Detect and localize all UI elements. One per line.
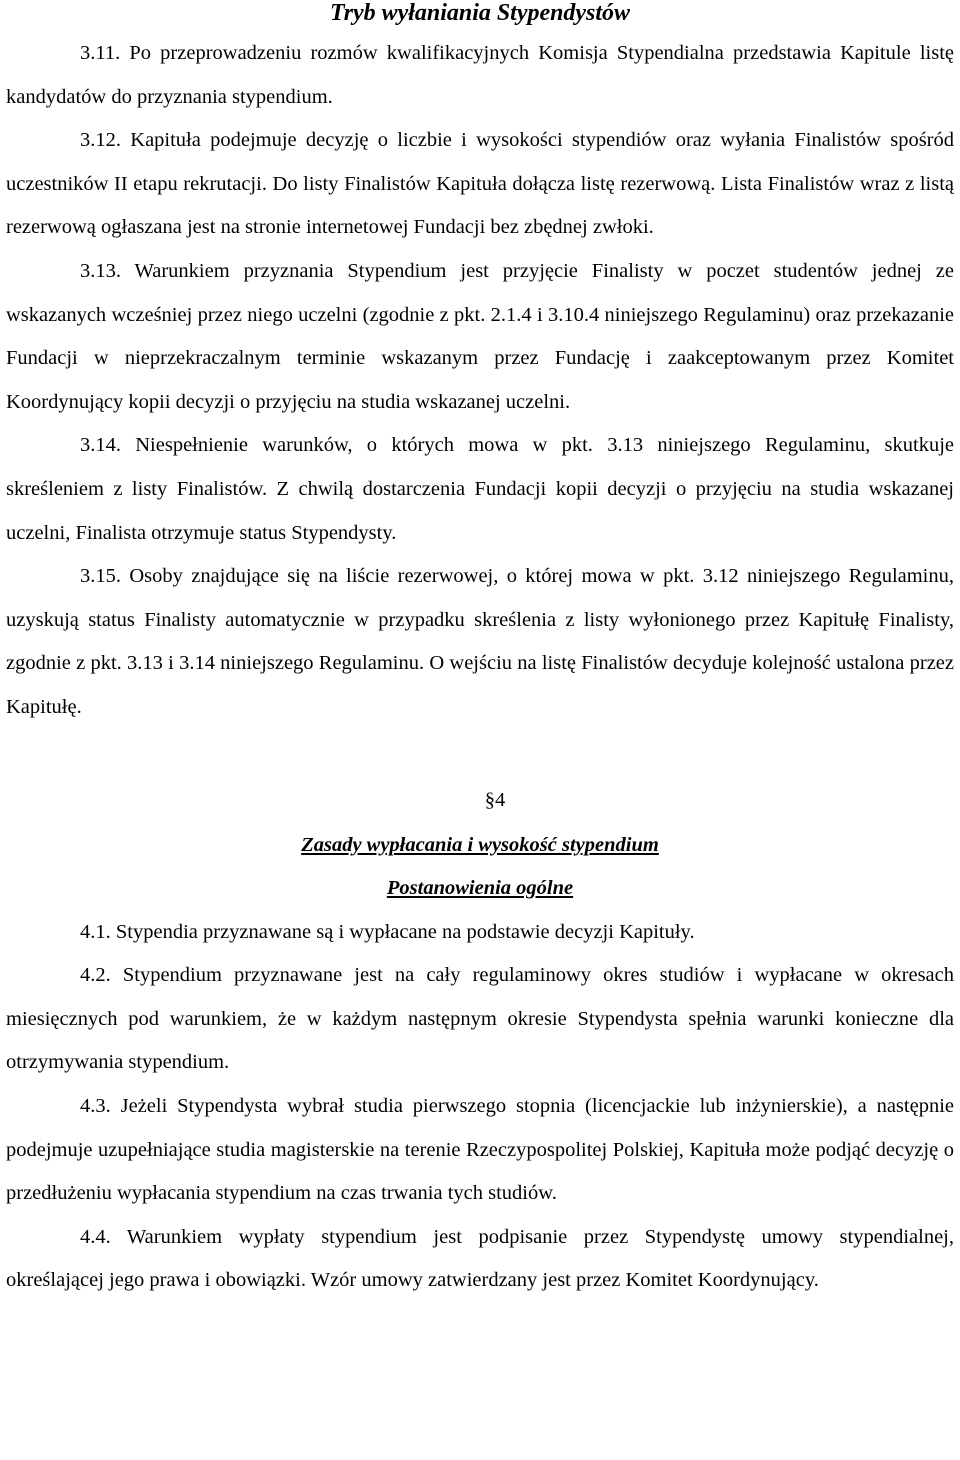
paragraph-4-3: 4.3. Jeżeli Stypendysta wybrał studia pierwszego stopnia (licencjackie lub inżynierskie), a następnie podejmuje uzupełniające studia magisterskie na terenie Rzeczypospolitej Polskiej, Kapituła może podjąć decyzję o przedłużeniu wypłacania stypendium na czas trwania tych studiów. [6,1095,954,1205]
paragraph-4-1: 4.1. Stypendia przyznawane są i wypłacane na podstawie decyzji Kapituły. [80,920,695,943]
section-subtitle: Postanowienia ogólne [386,877,574,900]
paragraph-3-12: 3.12. Kapituła podejmuje decyzję o liczbie i wysokości stypendiów oraz wyłania Finalistów spośród uczestników II etapu rekrutacji. Do listy Finalistów Kapituła dołącza listę rezerwową. Lista Finalistów wraz z listą rezerwową ogłaszana jest na stronie internetowej Fundacji bez zbędnej zwłoki. [6,129,954,239]
document-page [6,0,954,1303]
section-heading-selection-mode: Tryb wyłaniania Stypendystów [329,0,631,26]
paragraph-4-4: 4.4. Warunkiem wypłaty stypendium jest podpisanie przez Stypendystę umowy stypendialnej, określającej jego prawa i obowiązki. Wzór umowy zatwierdzany jest przez Komitet Koordynujący. [6,1225,954,1292]
paragraph-3-14: 3.14. Niespełnienie warunków, o których mowa w pkt. 3.13 niniejszego Regulaminu, skutkuje skreśleniem z listy Finalistów. Z chwilą dostarczenia Fundacji kopii decyzji o przyjęciu na studia wskazanej uczelni, Finalista otrzymuje status Stypendysty. [6,434,954,544]
section-number: §4 [484,788,506,811]
paragraph-3-15: 3.15. Osoby znajdujące się na liście rezerwowej, o której mowa w pkt. 3.12 niniejszego Regulaminu, uzyskują status Finalisty automatycznie w przypadku skreślenia z listy wyłonionego przez Kapitułę Finalisty, zgodnie z pkt. 3.13 i 3.14 niniejszego Regulaminu. O wejściu na listę Finalistów decyduje kolejność ustalona przez Kapitułę. [6,565,954,718]
section-title: Zasady wypłacania i wysokość stypendium [301,833,659,856]
paragraph-3-13: 3.13. Warunkiem przyznania Stypendium jest przyjęcie Finalisty w poczet studentów jednej ze wskazanych wcześniej przez niego uczelni (zgodnie z pkt. 2.1.4 i 3.10.4 niniejszego Regulaminu) oraz przekazanie Fundacji w nieprzekraczalnym terminie wskazanym przez Fundację i zaakceptowanym przez Komitet Koordynujący kopii decyzji o przyjęciu na studia wskazanej uczelni. [6,259,954,413]
paragraph-4-2: 4.2. Stypendium przyznawane jest na cały regulaminowy okres studiów i wypłacane w okresach miesięcznych pod warunkiem, że w każdym następnym okresie Stypendysta spełnia warunki konieczne dla otrzymywania stypendium. [6,964,954,1074]
paragraph-3-11: 3.11. Po przeprowadzeniu rozmów kwalifikacyjnych Komisja Stypendialna przedstawia Kapitule listę kandydatów do przyznania stypendium. [6,42,954,108]
